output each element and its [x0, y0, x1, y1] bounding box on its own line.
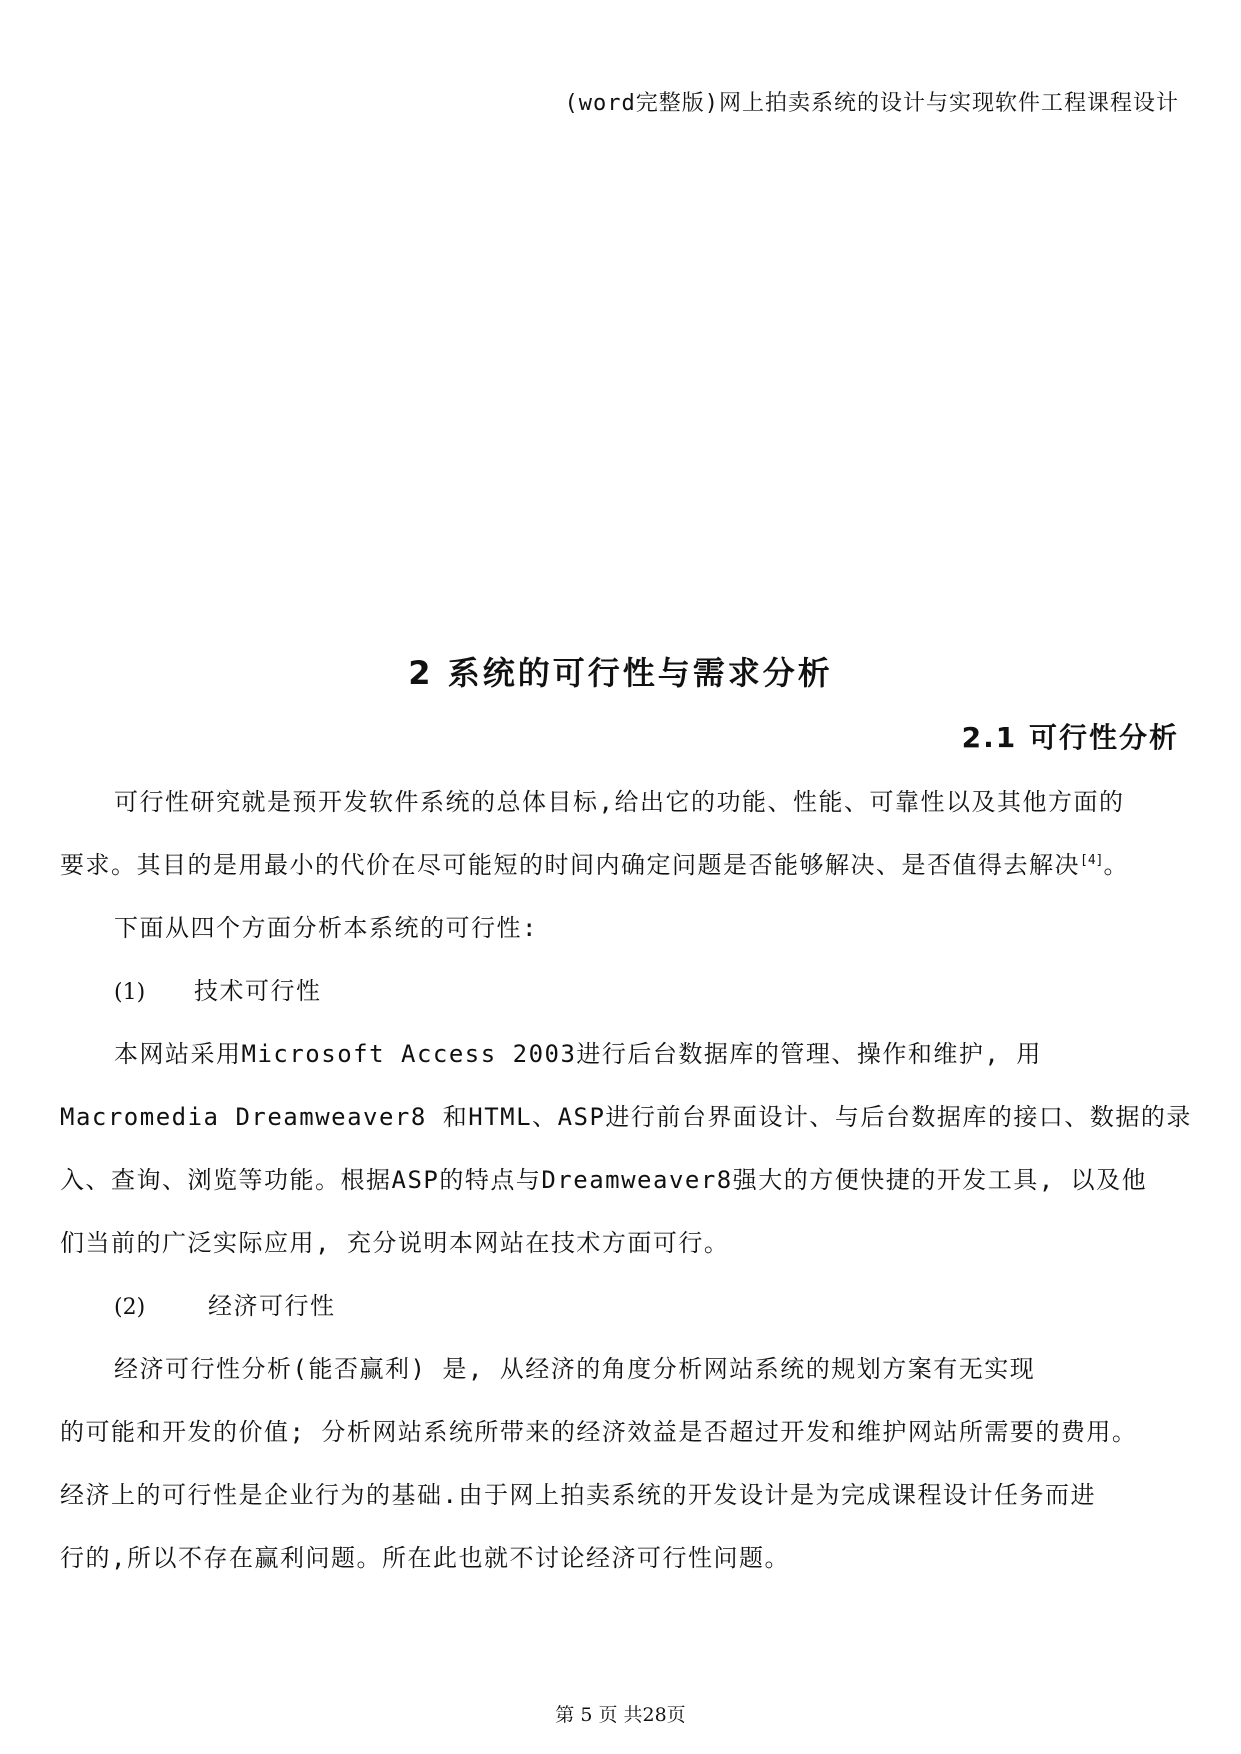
- list-item-2: [114, 1290, 336, 1324]
- paragraph-4-line-4: 行的,所以不存在赢利问题。所在此也就不讨论经济可行性问题。: [60, 1544, 790, 1572]
- paragraph-3-line-4: 们当前的广泛实际应用, 充分说明本网站在技术方面可行。: [60, 1229, 730, 1257]
- paragraph-1-end: 。: [1103, 851, 1129, 879]
- paragraph-3-line-3: 入、查询、浏览等功能。根据ASP的特点与Dreamweaver8强大的方便快捷的开发工具, 以及他: [60, 1166, 1148, 1194]
- page-number-footer: 第 5 页 共28页: [555, 1704, 686, 1726]
- list-item-1: [114, 975, 322, 1009]
- paragraph-3-line-2: Macromedia Dreamweaver8 和HTML、ASP进行前台界面设计、与后台数据库的接口、数据的录: [60, 1103, 1192, 1131]
- paragraph-2: 下面从四个方面分析本系统的可行性:: [114, 914, 538, 942]
- paragraph-4-line-2: 的可能和开发的价值; 分析网站系统所带来的经济效益是否超过开发和维护网站所需要的费用。: [60, 1418, 1138, 1446]
- paragraph-1-line-1: 可行性研究就是预开发软件系统的总体目标,给出它的功能、性能、可靠性以及其他方面的: [114, 788, 1125, 816]
- paragraph-1-line-2: [60, 849, 1129, 881]
- paragraph-1-line-2-text: 要求。其目的是用最小的代价在尽可能短的时间内确定问题是否能够解决、是否值得去解决: [60, 851, 1080, 879]
- running-header: (word完整版)网上拍卖系统的设计与实现软件工程课程设计: [564, 91, 1179, 116]
- list-item-2-number: (2): [114, 1295, 146, 1320]
- list-item-1-label: 技术可行性: [194, 977, 322, 1005]
- list-item-1-number: (1): [114, 980, 146, 1005]
- paragraph-4-line-3: 经济上的可行性是企业行为的基础.由于网上拍卖系统的开发设计是为完成课程设计任务而进: [60, 1481, 1096, 1509]
- chapter-title: 2 系统的可行性与需求分析: [408, 654, 833, 692]
- paragraph-4-line-1: 经济可行性分析(能否赢利) 是, 从经济的角度分析网站系统的规划方案有无实现: [114, 1355, 1036, 1383]
- paragraph-3-line-1: 本网站采用Microsoft Access 2003进行后台数据库的管理、操作和维护, 用: [114, 1040, 1042, 1068]
- citation-ref: [4]: [1080, 853, 1104, 868]
- section-title: 2.1 可行性分析: [961, 721, 1179, 754]
- list-item-2-label: 经济可行性: [208, 1292, 336, 1320]
